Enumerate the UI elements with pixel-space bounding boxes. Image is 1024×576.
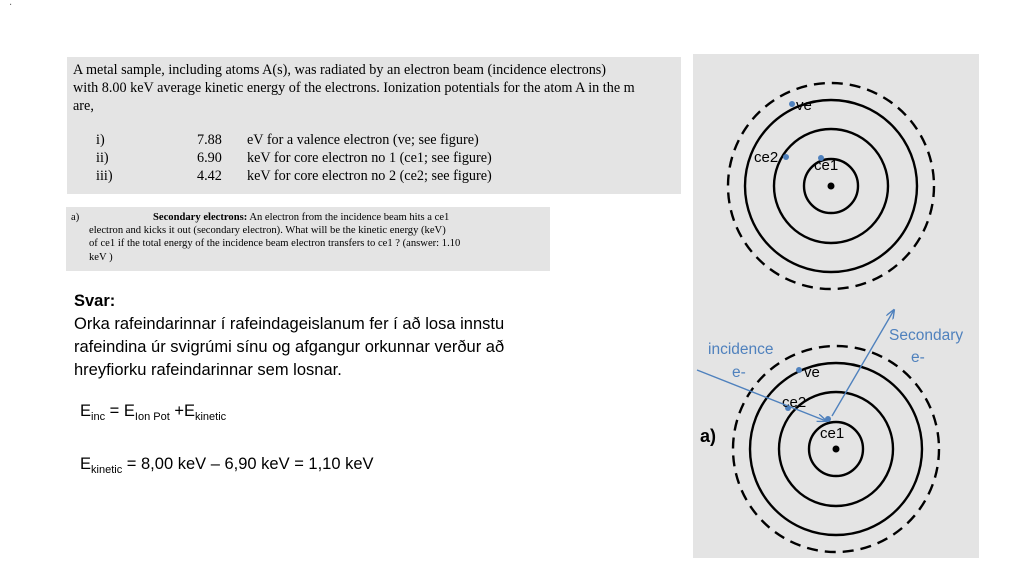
- answer-line: Orka rafeindarinnar í rafeindageislanum fer í að losa innstu: [74, 315, 505, 333]
- energy-formula: [80, 402, 226, 421]
- atom-diagrams: [693, 54, 979, 558]
- question-line: electron and kicks it out (secondary electron). What will be the kinetic energy (keV): [89, 225, 446, 236]
- problem-line: with 8.00 keV average kinetic energy of the electrons. Ionization potentials for the atom A in the m: [73, 80, 635, 96]
- problem-intro: [73, 61, 635, 115]
- potential-number: iii): [96, 168, 113, 184]
- potential-value: 6.90: [197, 150, 222, 166]
- problem-line: are,: [73, 98, 94, 114]
- corner-mark: ·: [9, 0, 13, 11]
- question-line: of ce1 if the total energy of the incidence beam electron transfers to ce1 ? (answer: 1.10: [89, 238, 461, 250]
- question-heading: [71, 211, 449, 224]
- question-first-line: An electron from the incidence beam hits a ce1: [249, 212, 450, 223]
- formula-text: = 8,00 keV – 6,90 keV = 1,10 keV: [122, 455, 374, 473]
- ce2-electron: [783, 154, 789, 160]
- ve-electron: [796, 367, 802, 373]
- bottom-atom: [697, 310, 963, 552]
- ve-label: ve: [804, 364, 820, 381]
- formula-subscript: kinetic: [194, 411, 227, 423]
- kinetic-energy-calculation: [80, 455, 374, 474]
- formula-symbol: E: [80, 455, 92, 473]
- top-atom: [728, 83, 934, 289]
- nucleus: [828, 183, 835, 190]
- potential-number: ii): [96, 150, 109, 166]
- secondary-label: Secondary: [889, 327, 964, 344]
- ve-electron: [789, 101, 795, 107]
- potential-item: [73, 167, 492, 185]
- question-a: [66, 207, 550, 271]
- answer-line: rafeindina úr svigrúmi sínu og afgangur orkunnar verður að: [74, 338, 505, 356]
- potential-description: keV for core electron no 1 (ce1; see figure): [247, 150, 492, 166]
- ve-label: ve: [796, 97, 812, 114]
- problem-statement: [67, 57, 681, 194]
- formula-subscript: inc: [91, 411, 106, 423]
- question-line: keV ): [89, 251, 113, 263]
- secondary-e-label: e-: [911, 349, 925, 366]
- formula-subscript: Ion Pot: [134, 411, 170, 423]
- part-a-label: a): [700, 426, 717, 446]
- ionization-potentials-list: [73, 131, 492, 185]
- question-label: a): [71, 212, 80, 223]
- ce2-label: ce2: [782, 394, 807, 411]
- formula-subscript: kinetic: [91, 464, 123, 476]
- question-body: [89, 224, 460, 264]
- potential-value: 7.88: [197, 132, 222, 148]
- ce2-label: ce2: [754, 149, 779, 166]
- atom-figure: [693, 54, 979, 558]
- formula-symbol: E: [80, 402, 92, 420]
- problem-line: A metal sample, including atoms A(s), was radiated by an electron beam (incidence electrons): [73, 62, 607, 78]
- potential-value: 4.42: [197, 168, 222, 184]
- incidence-e-label: e-: [732, 364, 746, 381]
- ce1-label: ce1: [820, 425, 845, 442]
- nucleus: [833, 446, 840, 453]
- answer-line: hreyfiorku rafeindarinnar sem losnar.: [74, 361, 342, 379]
- answer-title: Svar:: [74, 292, 116, 310]
- question-title: Secondary electrons:: [153, 212, 248, 223]
- ce1-label: ce1: [814, 157, 839, 174]
- formula-text: +E: [169, 402, 195, 420]
- potential-description: eV for a valence electron (ve; see figure): [247, 132, 479, 148]
- incidence-label: incidence: [708, 341, 774, 358]
- potential-item: [73, 131, 492, 149]
- potential-number: i): [96, 132, 105, 148]
- potential-description: keV for core electron no 2 (ce2; see figure): [247, 168, 492, 184]
- answer-block: [74, 290, 554, 382]
- formula-text: = E: [105, 402, 135, 420]
- potential-item: [73, 149, 492, 167]
